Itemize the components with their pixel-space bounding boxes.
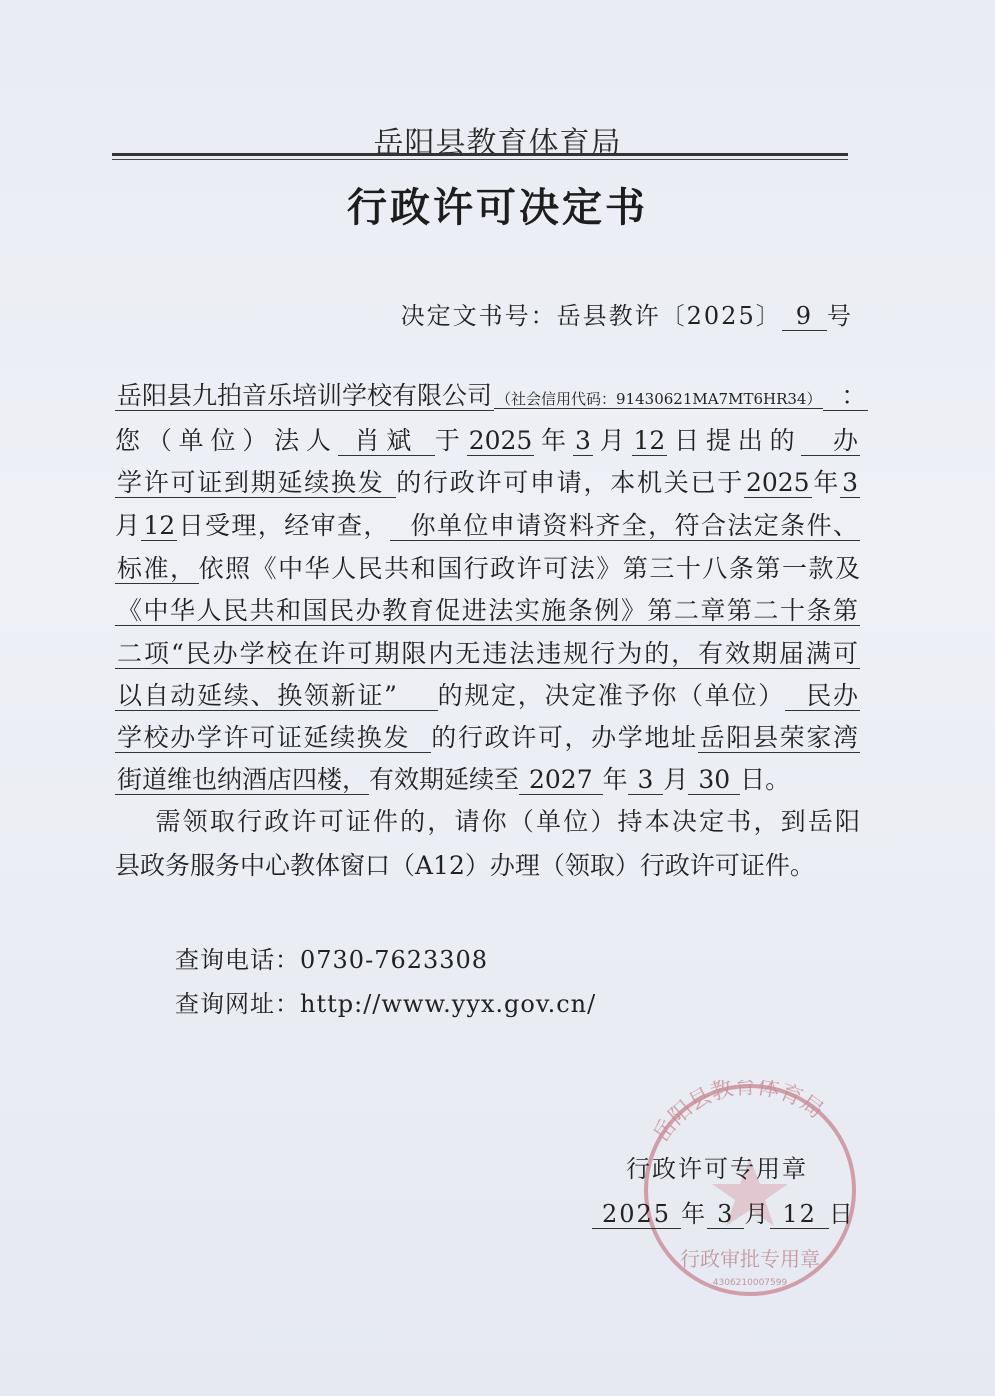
filled-field: 《中华人民共和国民办教育促进法实施条例》第二章第二十条第 (117, 596, 858, 625)
body-line (115, 467, 860, 499)
filled-field: 2027 (521, 765, 601, 794)
date-month: 3 (707, 1200, 744, 1229)
filled-field: 岳阳县九拍音乐培训学校有限公司 (117, 381, 493, 410)
filled-field: 肖斌 (339, 426, 433, 455)
body-line (115, 850, 860, 882)
body-text: 有效期延续至 (369, 765, 520, 794)
document-title: 行政许可决定书 (347, 184, 648, 231)
date-month-unit: 月 (744, 1200, 771, 1228)
date-year-unit: 年 (681, 1200, 708, 1228)
body-text: 年 (602, 765, 628, 794)
website-value: http://www.yyx.gov.cn/ (300, 990, 597, 1018)
body-line (115, 680, 860, 712)
filled-field: 3 (629, 765, 662, 794)
filled-field: 你单位申请资料齐全，符合法定条件、 (391, 511, 858, 540)
body-text: 于 (434, 426, 467, 455)
body-line (115, 638, 860, 670)
issuing-agency: 岳阳县教育体育局 (373, 126, 622, 161)
svg-text:岳阳县教育体育局 (649, 1080, 828, 1147)
filled-field: （社会信用代码：91430621MA7MT6HR34） (496, 390, 822, 408)
filled-field: 3 (842, 468, 858, 497)
doc-number-suffix: 号 (827, 302, 853, 330)
body-text: 的行政许可，办学地址 (431, 723, 698, 752)
filled-field: 以自动延续、换领新证” (117, 681, 436, 710)
filled-field: 民办 (786, 681, 858, 710)
filled-field: 二项“民办学校在许可期限内无违法违规行为的，有效期届满可 (117, 639, 858, 668)
body-line (115, 764, 860, 796)
body-line (115, 553, 860, 585)
seal-center-text: 行政审批专用章 (680, 1247, 820, 1271)
website-label: 查询网址： (175, 990, 300, 1018)
filled-field: 2025 (468, 426, 533, 455)
filled-field: 学许可证到期延续换发 (117, 468, 395, 497)
body-line (115, 722, 860, 754)
body-text: 依照《中华人民共和国行政许可法》第三十八条第一款及 (198, 554, 860, 583)
filled-field: 街道维也纳酒店四楼， (117, 765, 368, 794)
body-line (115, 595, 860, 627)
body-text: 的行政许可申请，本机关已于 (396, 468, 744, 497)
document-number (401, 296, 853, 331)
filled-field: ： (825, 381, 867, 410)
date-year: 2025 (592, 1200, 681, 1229)
filled-field: 标准， (117, 554, 197, 583)
body-line (115, 510, 860, 542)
seal-ring-text: 岳阳县教育体育局 (648, 1080, 828, 1148)
filled-field: 12 (143, 511, 176, 540)
official-seal (640, 1080, 860, 1300)
body-text: 您（单位）法人 (115, 426, 338, 455)
body-line (115, 425, 860, 457)
body-text: 日受理，经审查， (177, 511, 390, 540)
body-line (115, 806, 860, 838)
filled-field: 3 (574, 426, 591, 455)
body-text: 年 (534, 426, 573, 455)
doc-number-value: 9 (782, 302, 827, 331)
body-text: 月 (115, 511, 142, 540)
signature-date (592, 1200, 855, 1228)
filled-field: 办 (803, 426, 858, 455)
phone-label: 查询电话： (175, 946, 300, 974)
header-rule-thin (112, 159, 848, 160)
contact-website (175, 984, 596, 1019)
seal-code: 4306210007599 (712, 1278, 788, 1288)
date-day-unit: 日 (828, 1200, 855, 1228)
date-day: 12 (770, 1200, 829, 1229)
body-text: 日。 (740, 765, 791, 794)
contact-phone (175, 940, 488, 975)
filled-field: 30 (690, 765, 739, 794)
phone-value: 0730-7623308 (300, 946, 489, 974)
doc-number-label: 决定文书号：岳县教许〔2025〕 (400, 302, 782, 330)
filled-field: 12 (633, 426, 666, 455)
body-text: 年 (811, 468, 841, 497)
body-text: 的规定，决定准予你（单位） (437, 681, 785, 710)
body-text: 县政务服务中心教体窗口（A12）办理（领取）行政许可证件。 (115, 851, 815, 880)
body-text: 日提出的 (667, 426, 802, 455)
seal-icon (640, 1080, 860, 1300)
header-rule-thick (112, 153, 848, 156)
filled-field: 岳阳县荣家湾 (699, 723, 858, 752)
body-text: 需领取行政许可证件的，请你（单位）持本决定书，到岳阳 (115, 807, 860, 836)
filled-field: 2025 (745, 468, 810, 497)
body-line (115, 380, 867, 415)
body-text: 月 (592, 426, 632, 455)
body-text: 月 (663, 765, 689, 794)
filled-field: 学校办学许可证延续换发 (117, 723, 430, 752)
seal-label: 行政许可专用章 (626, 1155, 808, 1183)
